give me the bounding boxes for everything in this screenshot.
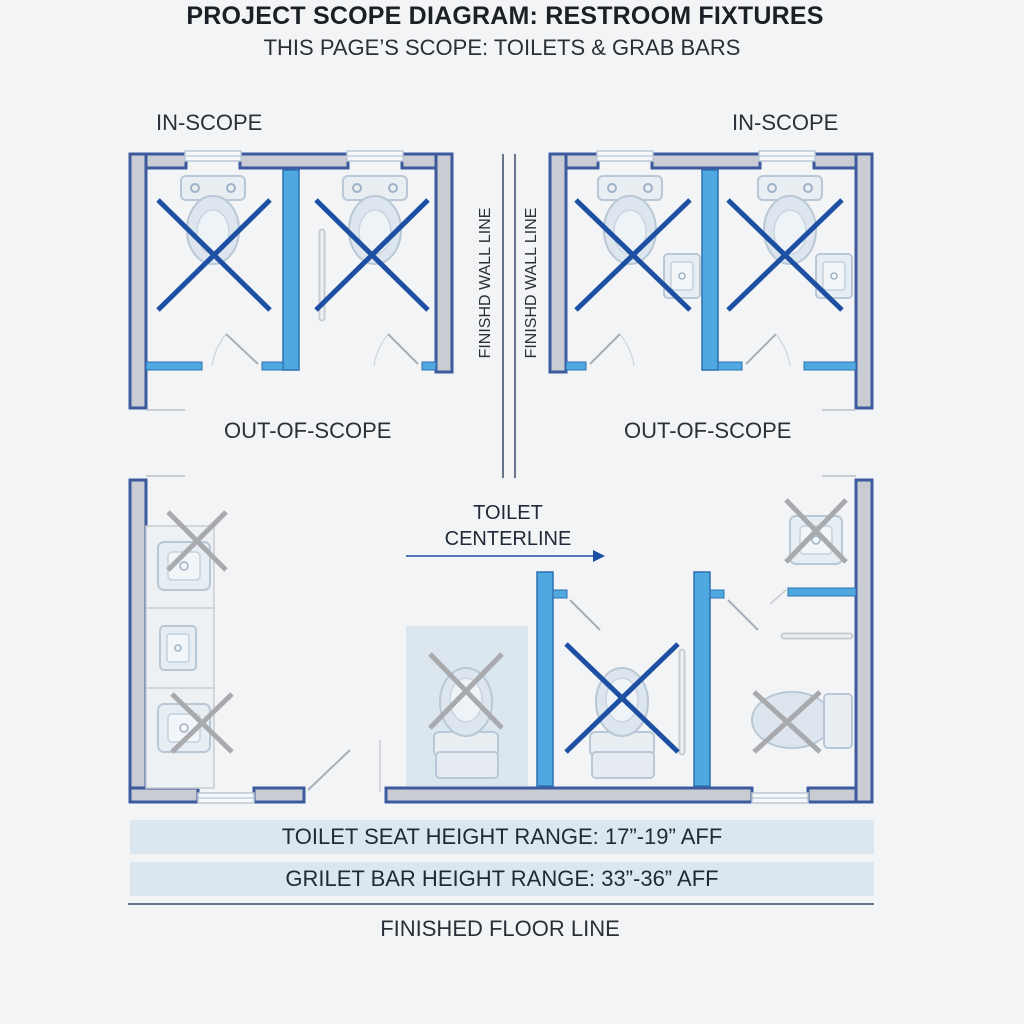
bottom-left-restroom <box>130 480 380 803</box>
wall-line-label-right: FINISHD WALL LINE <box>523 207 540 359</box>
in-scope-label-left: IN-SCOPE <box>156 110 263 135</box>
page-title: PROJECT SCOPE DIAGRAM: RESTROOM FIXTURES <box>186 2 824 30</box>
centerline-line-2: CENTERLINE <box>444 528 572 550</box>
centerline-line-1: TOILET <box>473 502 543 524</box>
wall-line-label-left: FINISHD WALL LINE <box>477 207 494 359</box>
in-scope-label-right: IN-SCOPE <box>732 110 839 135</box>
bar-height-band: GRILET BAR HEIGHT RANGE: 33”-36” AFF <box>130 862 874 896</box>
out-of-scope-label-left: OUT-OF-SCOPE <box>224 418 392 443</box>
seat-height-band: TOILET SEAT HEIGHT RANGE: 17”-19” AFF <box>130 820 874 854</box>
toilet-centerline-label <box>430 500 586 552</box>
page-subtitle: THIS PAGE’S SCOPE: TOILETS & GRAB BARS <box>263 35 741 60</box>
finished-floor-label: FINISHED FLOOR LINE <box>380 916 620 941</box>
out-of-scope-label-right: OUT-OF-SCOPE <box>624 418 792 443</box>
